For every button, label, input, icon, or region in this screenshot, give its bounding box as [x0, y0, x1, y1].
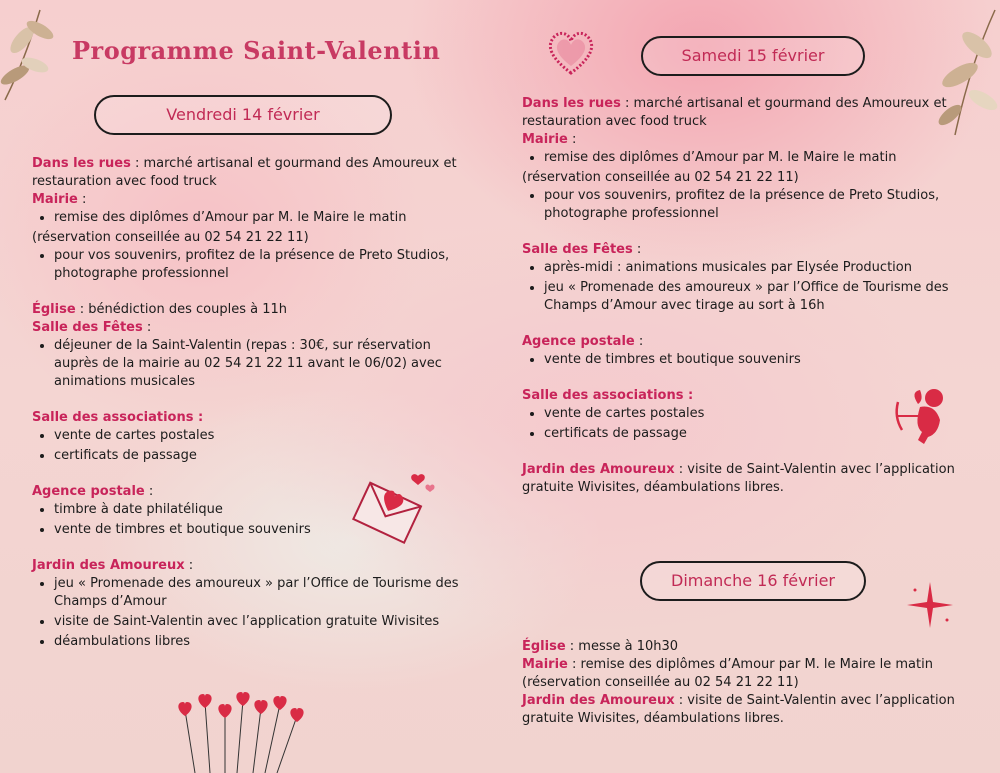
- saturday-jardin: Jardin des Amoureux : visite de Saint-Valentin avec l’application gratuite Wivisites, déambulations libres.: [522, 462, 955, 495]
- day-header-friday: Vendredi 14 février: [94, 95, 392, 135]
- sunday-mairie: Mairie : remise des diplômes d’Amour par M. le Maire le matin (réservation conseillée au 02 54 21 22 11): [522, 657, 933, 690]
- list-item: • jeu « Promenade des amoureux » par l’Office de Tourisme des Champs d’Amour: [54, 575, 472, 611]
- list-item: • jeu « Promenade des amoureux » par l’Office de Tourisme des Champs d’Amour avec tirage au sort à 16h: [544, 279, 982, 315]
- saturday-poste: Agence postale : • vente de timbres et boutique souvenirs: [522, 333, 982, 369]
- friday-rues: Dans les rues : marché artisanal et gourmand des Amoureux et restauration avec food truck: [32, 156, 457, 189]
- list-item: • vente de cartes postales: [54, 427, 472, 445]
- sparkle-star-icon: [905, 580, 955, 630]
- saturday-assoc: Salle des associations : • vente de cartes postales • certificats de passage: [522, 387, 982, 443]
- mairie-note: (réservation conseillée au 02 54 21 22 11): [522, 170, 799, 185]
- day-header-saturday: Samedi 15 février: [641, 36, 865, 76]
- list-item: • déambulations libres: [54, 633, 472, 651]
- leaf-branch-icon: [0, 0, 70, 110]
- day-header-sunday: Dimanche 16 février: [640, 561, 866, 601]
- list-item: • après-midi : animations musicales par Elysée Production: [544, 259, 982, 277]
- list-item: • vente de timbres et boutique souvenirs: [54, 521, 472, 539]
- saturday-rues: Dans les rues : marché artisanal et gourmand des Amoureux et restauration avec food truck: [522, 96, 947, 129]
- mairie-note: (réservation conseillée au 02 54 21 22 11): [32, 230, 309, 245]
- saturday-fetes: Salle des Fêtes : • après-midi : animations musicales par Elysée Production • jeu « Promenade des amoureux » par l’Office de Tourisme des Champs d’Amour avec tirage au sort à 16h: [522, 241, 982, 315]
- list-item: • remise des diplômes d’Amour par M. le Maire le matin: [544, 149, 982, 167]
- saturday-column: [522, 95, 982, 497]
- friday-mairie: Mairie : • remise des diplômes d’Amour par M. le Maire le matin (réservation conseillée au 02 54 21 22 11) • pour vos souvenirs, profitez de la présence de Preto Studios, photographe professionnel: [32, 191, 472, 283]
- friday-assoc: Salle des associations : • vente de cartes postales • certificats de passage: [32, 409, 472, 465]
- list-item: • pour vos souvenirs, profitez de la présence de Preto Studios, photographe professionnel: [544, 187, 982, 223]
- friday-poste: Agence postale : • timbre à date philatélique • vente de timbres et boutique souvenirs: [32, 483, 472, 539]
- list-item: • vente de timbres et boutique souvenirs: [544, 351, 982, 369]
- friday-eglise: Église : bénédiction des couples à 11h: [32, 302, 287, 317]
- page-title: Programme Saint-Valentin: [72, 36, 441, 65]
- sunday-column: [522, 638, 982, 728]
- friday-fetes: Salle des Fêtes : • déjeuner de la Saint-Valentin (repas : 30€, sur réservation auprès de la mairie au 02 54 21 22 11 avant le 06/02) avec animations musicales: [32, 319, 472, 391]
- list-item: • pour vos souvenirs, profitez de la présence de Preto Studios, photographe professionnel: [54, 247, 472, 283]
- heart-flowers-icon: [165, 690, 315, 773]
- sunday-jardin: Jardin des Amoureux : visite de Saint-Valentin avec l’application gratuite Wivisites, déambulations libres.: [522, 693, 955, 726]
- list-item: • certificats de passage: [544, 425, 982, 443]
- saturday-mairie: Mairie : • remise des diplômes d’Amour par M. le Maire le matin (réservation conseillée au 02 54 21 22 11) • pour vos souvenirs, profitez de la présence de Preto Studios, photographe professionnel: [522, 131, 982, 223]
- list-item: • vente de cartes postales: [544, 405, 982, 423]
- list-item: • timbre à date philatélique: [54, 501, 472, 519]
- friday-jardin: Jardin des Amoureux : • jeu « Promenade des amoureux » par l’Office de Tourisme des Champs d’Amour • visite de Saint-Valentin avec l’application gratuite Wivisites • déambulations libres: [32, 557, 472, 651]
- list-item: • remise des diplômes d’Amour par M. le Maire le matin: [54, 209, 472, 227]
- list-item: • certificats de passage: [54, 447, 472, 465]
- sunday-eglise: Église : messe à 10h30: [522, 639, 679, 654]
- list-item: • déjeuner de la Saint-Valentin (repas : 30€, sur réservation auprès de la mairie au 02 54 21 22 11 avant le 06/02) avec animations musicales: [54, 337, 472, 391]
- heart-pattern-icon: [546, 28, 596, 76]
- list-item: • visite de Saint-Valentin avec l’application gratuite Wivisites: [54, 613, 472, 631]
- friday-column: [32, 155, 472, 669]
